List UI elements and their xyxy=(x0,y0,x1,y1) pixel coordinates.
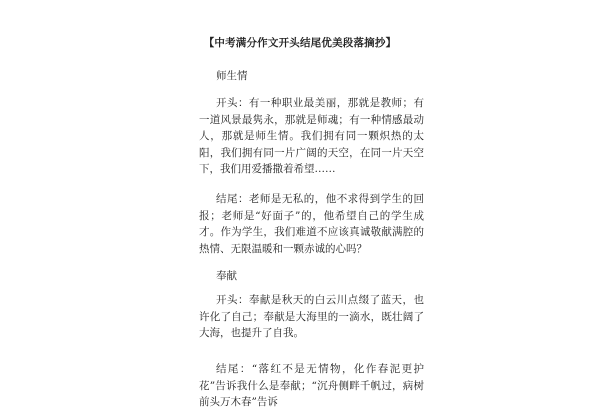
section-opening-paragraph: 开头：有一种职业最美丽，那就是教师；有一道风景最隽永，那就是师魂；有一种情感最动人，那就是师生情。我们拥有同一颗炽热的太阳，我们拥有同一片广阔的天空，在同一片天空下，我们用爱播撒着希望…… xyxy=(199,97,424,175)
section-heading-teacher-student: 师生情 xyxy=(216,70,248,82)
section-heading-dedication: 奉献 xyxy=(216,270,237,282)
document-title: 【中考满分作文开头结尾优美段落摘抄】 xyxy=(203,37,397,49)
section-closing-paragraph: 结尾：老师是无私的，他不求得到学生的回报；老师是“好面子”的，他希望自己的学生成才。作为学生，我们难道不应该真诚敬献满腔的热情、无限温暖和一颗赤诚的心吗？ xyxy=(199,193,424,255)
section-closing-paragraph: 结尾：“落红不是无情物，化作春泥更护花”告诉我什么是奉献；“沉舟侧畔千帆过，病树前头万木春”告诉 xyxy=(199,363,424,408)
section-opening-paragraph: 开头：奉献是秋天的白云川点缀了蓝天，也许化了自己；奉献是大海里的一滴水，既壮阔了大海，也提升了自我。 xyxy=(199,294,424,339)
